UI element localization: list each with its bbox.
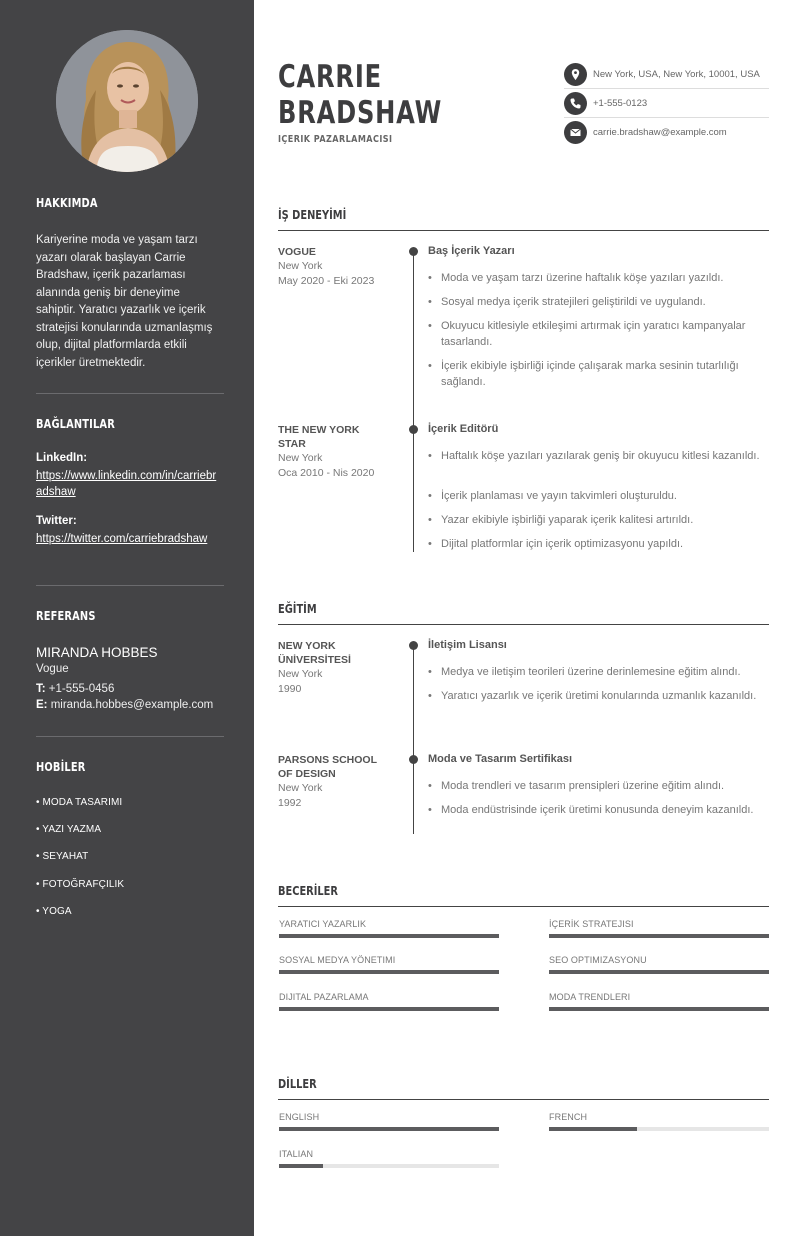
experience-heading: İŞ DENEYİMİ bbox=[278, 206, 769, 231]
about-heading: HAKKIMDA bbox=[36, 196, 98, 210]
skill-label: SOSYAL MEDYA YÖNETIMI bbox=[279, 955, 396, 965]
education-bullet: • Moda trendleri ve tasarım prensipleri üzerine eğitim alındı. bbox=[428, 778, 770, 794]
avatar bbox=[56, 30, 198, 172]
education-title: İletişim Lisansı bbox=[428, 639, 507, 651]
education-org: NEW YORK ÜNİVERSİTESİ bbox=[278, 640, 351, 666]
envelope-icon bbox=[564, 121, 587, 144]
language-bar bbox=[549, 1127, 769, 1131]
experience-title: Baş İçerik Yazarı bbox=[428, 245, 515, 257]
reference-phone-value: +1-555-0456 bbox=[48, 683, 115, 695]
contact-email bbox=[564, 118, 769, 147]
reference-name: MIRANDA HOBBES bbox=[36, 645, 158, 660]
reference-company: Vogue bbox=[36, 663, 69, 675]
skill-bar bbox=[549, 934, 769, 938]
experience-bullet: • Dijital platformlar için içerik optimizasyonu yapıldı. bbox=[428, 536, 770, 552]
hobby-item: • MODA TASARIMI bbox=[36, 797, 123, 808]
address-text: New York, USA, New York, 10001, USA bbox=[593, 69, 760, 80]
email-text[interactable]: carrie.bradshaw@example.com bbox=[593, 127, 727, 138]
timeline-dot bbox=[409, 755, 418, 764]
skill-label: DIJITAL PAZARLAMA bbox=[279, 992, 369, 1002]
timeline-dot bbox=[409, 425, 418, 434]
skill-bar-fill bbox=[549, 934, 769, 938]
skill-label: MODA TRENDLERI bbox=[549, 992, 631, 1002]
skill-bar-fill bbox=[549, 1007, 769, 1011]
education-dates: 1990 bbox=[278, 683, 302, 695]
language-label: FRENCH bbox=[549, 1112, 588, 1122]
sidebar bbox=[0, 0, 254, 1236]
divider bbox=[36, 585, 224, 586]
hobby-item: • YAZI YAZMA bbox=[36, 824, 102, 835]
experience-bullet: • İçerik planlaması ve yayın takvimleri oluşturuldu. bbox=[428, 488, 770, 504]
skill-bar-fill bbox=[279, 1007, 499, 1011]
language-label: ITALIAN bbox=[279, 1149, 314, 1159]
skill-label: İÇERİK STRATEJISI bbox=[549, 919, 634, 929]
skill-bar bbox=[549, 970, 769, 974]
skill-bar-fill bbox=[549, 970, 769, 974]
timeline-dot bbox=[409, 247, 418, 256]
experience-location: New York bbox=[278, 452, 323, 464]
experience-location: New York bbox=[278, 260, 323, 272]
links-heading: BAĞLANTILAR bbox=[36, 417, 115, 431]
skill-label: SEO OPTIMIZASYONU bbox=[549, 955, 647, 965]
hobby-item: • YOGA bbox=[36, 906, 72, 917]
language-bar-fill bbox=[279, 1164, 323, 1168]
contact-phone bbox=[564, 89, 769, 118]
education-title: Moda ve Tasarım Sertifikası bbox=[428, 753, 573, 765]
skill-bar-fill bbox=[279, 934, 499, 938]
hobby-item: • SEYAHAT bbox=[36, 851, 89, 862]
phone-text: +1-555-0123 bbox=[593, 98, 648, 109]
language-label: ENGLISH bbox=[279, 1112, 320, 1122]
language-bar bbox=[279, 1164, 499, 1168]
reference-phone bbox=[36, 683, 114, 695]
twitter-label: Twitter: bbox=[36, 515, 77, 527]
location-pin-icon bbox=[564, 63, 587, 86]
skill-bar bbox=[279, 934, 499, 938]
experience-bullet: • Haftalık köşe yazıları yazılarak geniş bir okuyucu kitlesi kazanıldı. bbox=[428, 448, 770, 464]
experience-dates: Oca 2010 - Nis 2020 bbox=[278, 467, 375, 479]
experience-title: İçerik Editörü bbox=[428, 423, 499, 435]
first-name: CARRIE bbox=[278, 59, 382, 95]
language-bar-fill bbox=[549, 1127, 637, 1131]
education-location: New York bbox=[278, 668, 323, 680]
hobbies-heading: HOBİLER bbox=[36, 760, 86, 774]
reference-heading: REFERANS bbox=[36, 609, 96, 623]
portrait-photo bbox=[56, 30, 198, 172]
contact-address bbox=[564, 60, 769, 89]
skill-bar bbox=[279, 1007, 499, 1011]
linkedin-link[interactable]: https://www.linkedin.com/in/carriebradshaw bbox=[36, 470, 217, 498]
reference-phone-label: T: bbox=[36, 683, 46, 695]
education-bullet: • Moda endüstrisinde içerik üretimi konusunda deneyim kazanıldı. bbox=[428, 802, 770, 818]
skill-bar bbox=[549, 1007, 769, 1011]
timeline-dot bbox=[409, 641, 418, 650]
education-dates: 1992 bbox=[278, 797, 302, 809]
divider bbox=[36, 736, 224, 737]
reference-email bbox=[36, 699, 213, 711]
experience-bullet: • Yazar ekibiyle işbirliği yaparak içerik kalitesi artırıldı. bbox=[428, 512, 770, 528]
about-text: Kariyerine moda ve yaşam tarzı yazarı olarak başlayan Carrie Bradshaw, içerik pazarlaması alanında geniş bir deneyime sahiptir. Yaratıcı yazarlık ve içerik stratejisi konularında uzmanlaşmış olup, dijital platformlarda etkili içerikler üretmektedir. bbox=[36, 234, 213, 369]
experience-timeline bbox=[413, 252, 414, 552]
reference-email-value: miranda.hobbes@example.com bbox=[50, 699, 214, 711]
linkedin-label: LinkedIn: bbox=[36, 452, 88, 464]
education-org: PARSONS SCHOOL OF DESIGN bbox=[278, 754, 377, 780]
experience-org: VOGUE bbox=[278, 246, 316, 258]
last-name: BRADSHAW bbox=[278, 95, 443, 131]
skill-label: YARATICI YAZARLIK bbox=[279, 919, 367, 929]
experience-bullet: • Okuyucu kitlesiyle etkileşimi artırmak için yaratıcı kampanyalar tasarlandı. bbox=[428, 318, 770, 350]
experience-bullet: • Sosyal medya içerik stratejileri geliştirildi ve uygulandı. bbox=[428, 294, 770, 310]
education-bullet: • Medya ve iletişim teorileri üzerine derinlemesine eğitim alındı. bbox=[428, 664, 770, 680]
hobby-item: • FOTOĞRAFÇILIK bbox=[36, 879, 125, 890]
twitter-link[interactable]: https://twitter.com/carriebradshaw bbox=[36, 533, 208, 545]
job-role: İÇERİK PAZARLAMACISI bbox=[278, 134, 393, 145]
phone-icon bbox=[564, 92, 587, 115]
education-timeline bbox=[413, 646, 414, 834]
education-heading: EĞİTİM bbox=[278, 600, 769, 625]
experience-org: THE NEW YORK STAR bbox=[278, 424, 360, 450]
skills-heading: BECERİLER bbox=[278, 882, 769, 907]
languages-heading: DİLLER bbox=[278, 1075, 769, 1100]
education-location: New York bbox=[278, 782, 323, 794]
reference-email-label: E: bbox=[36, 699, 48, 711]
education-bullet: • Yaratıcı yazarlık ve içerik üretimi konularında uzmanlık kazanıldı. bbox=[428, 688, 770, 704]
experience-dates: May 2020 - Eki 2023 bbox=[278, 275, 375, 287]
skill-bar-fill bbox=[279, 970, 499, 974]
experience-bullet: • İçerik ekibiyle işbirliği içinde çalışarak marka sesinin tutarlılığı sağlandı. bbox=[428, 358, 770, 390]
skill-bar bbox=[279, 970, 499, 974]
language-bar bbox=[279, 1127, 499, 1131]
divider bbox=[36, 393, 224, 394]
experience-bullet: • Moda ve yaşam tarzı üzerine haftalık köşe yazıları yazıldı. bbox=[428, 270, 770, 286]
language-bar-fill bbox=[279, 1127, 499, 1131]
